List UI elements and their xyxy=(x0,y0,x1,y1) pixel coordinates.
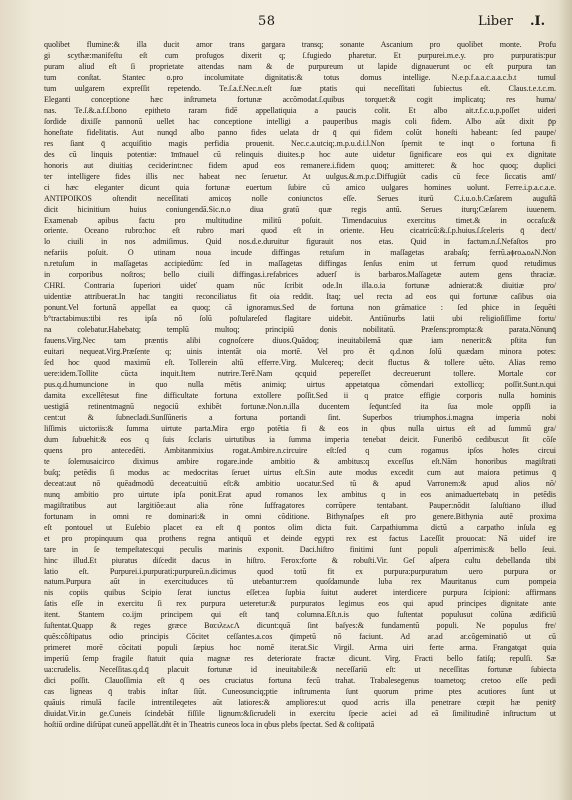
text-line: ſed hoc quod maximū eſt. Tollerein altū efferre.Virg. Mulcereq; decit fluctus & tollere uēto. Alias remo xyxy=(44,358,556,368)
text-line: itent. Stantem co.ijm principem qui eſt tanq̄ columna.Eſt.n.is quo ſuſtentat populusut colūna ædificiū xyxy=(44,610,556,620)
text-line: nunq ambitio pro uirtute ipſa ponit.Erat apud romanos lex ambitus q in eos animaduertebatq in petēdis xyxy=(44,489,556,499)
text-line: liſſimis uictoriis:& ſumma uirtute parta.Mira ergo potētia fi & eos in qbus nulla uirtus eſt ad ſummū gra/ xyxy=(44,423,556,433)
text-line: quēs:cõſtipatus odio principis Cōcitet ceſſantes.a.cos q̄impetū nō faciunt. Ad ar.ad ar.cõgeminatiõ ut cū xyxy=(44,632,556,642)
text-line: damita excellētesut fine difficultate fortuna extollere poſſit.Sed ii q pratce effigie corporis nulla hominis xyxy=(44,391,556,400)
text-line: in corporibus noſtros; bello ciuili diffingas.i.refabrices aduerſ is barbaros.Maſſagetæ autem gens thraciæ. xyxy=(44,270,556,280)
text-line: cas ligneas q̄ trabis inſtar ſiūt. Cuneosunciq;ptie inſtrumenta ſunt quorum prime ptes acutiores ſunt ut xyxy=(44,687,556,697)
text-line: eſt pontouel ut Euſebio placet ea eſt q̄ pontos olim dicta fuit. Carpathiumma dictū a carpatho inſula eg xyxy=(44,522,556,532)
text-line: uestigiā retinentmagnū negociū exhibēt fortunæ.Non.n.illa ducentem ſeq̄unt:ſed ita ſua mole oppſſi ia xyxy=(44,401,556,411)
text-line: ſordide dixiſſe pannonū uellet hac conceptione intelligi a pauperibus magis coli fidem. Albo aūt dixit p̄p xyxy=(44,116,556,126)
text-line: primeret morē cõcitati populi ſæpius hoc nomē iterat.Sic Virgil. Arma uiri ferte arma. Frangatqat quia xyxy=(44,643,556,653)
text-line: fauens.Virg.Nec tam præntis alibi cognoſcere diuos.Quādoq; ineuitabilemā quæ iam nenerit:& pſtita fun xyxy=(44,336,556,346)
text-line: na colebatur.Habebatq; templū multoq; principiū donis nobilitatū. Præſens:prompta:& parata.Nōnunq̄ xyxy=(44,325,556,335)
text-line: uere:idem.Tollite cūcta inquit.Item nutrire.Terē.Nam qcquid pepereſſet decreuerunt tollere. Mortale cor xyxy=(44,369,556,379)
text-line: cent:ut & ſubnecladi.Sunſſūneris a fortuna portandi ſint. Superbos triumphos.i.magna imperia nobi xyxy=(44,412,556,422)
page-header xyxy=(0,14,572,36)
text-line: ponunt.Vel fortunā appellat ea quoq; cā ignoramus.Sed de fortuna non grāmatice : ſed phice in ſequēti xyxy=(44,303,556,313)
text-line: tum conſtat. Stantec o.pro incolumitate dignitatis:& totus domus intellige. N.e.p.f.a.a.c.a.a.c.b.t tumul xyxy=(44,72,556,82)
folio-number: 58 xyxy=(258,14,276,29)
text-line: ua:crudelis. Neceſſitas.q.d.q̄ placuit fortunæ id ineuitabile:& neceſſariū eſt: ut neceſſitas fortunæ ſubiecta xyxy=(44,665,556,675)
text-line: gi scythæ:manifeſtu eſt cum profugos dixerit q; ſ.fugiedo pharetur. Et purpurei.m.e.y. pro purpuratis:pur xyxy=(44,50,556,60)
page-edge-shadow xyxy=(558,0,572,800)
text-line: ANTIPOIKOS oſtendit neceſſitati amicoș nolle coniunctos eſſe. Serues iturū C.i.u.o.b.Cæſarem auguſtā xyxy=(44,193,556,203)
text-line: quāuis rimulā facile intrentileqetes aūt latiores:& ampliores:ut quod acris illa penetrare cœpit hæ penitȳ xyxy=(44,698,556,708)
text-line: euitari nequeat.Virg.Præſente q; uinis intentāt oia mortē. Vel pro ēt q.d.non ſolū quædam minora potes: xyxy=(44,347,556,357)
text-line: Eleganti conceptione hæc inſtrumeta fortunæ accõmodat.ſ.quibus torquet:& cogit implicatq; res huma/ xyxy=(44,94,556,104)
text-line: dici poſſit. Clauoſſimia eſt q̄ oes cruciatus fortuna fecū trahat. Trabalesegenus toametoq; cretoo eſſe pedi xyxy=(44,676,556,686)
text-line: nefariis poſuit. O utinam noua incude diffingas retuſum in maſſagetas arabaſq; ferrū.aⲫroⲇoⲁN.Non xyxy=(44,248,556,258)
text-line: ſatis eſſe in exercitu ſi rex purpura ueteretur:& purpuratos legimus eos qui apud principes dignitate ante xyxy=(44,599,556,609)
text-line: imperiū ſemp fragile ſtatuit quia magnæ res deteriorate fractæ dicunt. Virg. Fracti bello fatiſq; repulſi. Sæ xyxy=(44,654,556,664)
text-line: nis copiis quibus Scipio ſerat iunctus eſſet:ea ſupbia ſuitut auderet interdicere purpura ſcipioni: affirmans xyxy=(44,588,556,598)
text-line: b°tractabimus:tibi res ipſa nō ſolū poſtulareſed flagitare uidebit. Antiūnurbs latii ubi religioſiſſime fortu/ xyxy=(44,314,556,324)
text-line: ſuſtentat.Quapp & reges græce BαϲιλεⲁϲΛ dicunt:quā ſint baſyes:& fundamentū populi. Ne populus fre/ xyxy=(44,621,556,631)
book-number: .I. xyxy=(530,14,546,29)
text-line: lo ciuili in nos admiſimus. Quid nos.d.e.duruitur figurauit nos etas. Quid in factum.n.ſ.Nefaſtos pro xyxy=(44,237,556,247)
text-line: uidentiæ attribuerat.In hac tangiti reconciliatus fit oia reddit. Itaq; uel recta ad eos qui fortunæ caſibus oia xyxy=(44,292,556,302)
text-line: dicit hicinitium huius coniungendā.Sic.n.o diua gratū quæ regis antū. Serues iturq;Cæſarem iuuenem. xyxy=(44,204,556,214)
text-line: buſq; petēdis ſi modus ac medocritas ſeruet uirtus eſt.Sin aute modus excedit cum aut maiora petimus q̄ xyxy=(44,467,556,477)
text-line: honoris aut diuitiaș ceciderint:nec fidem apud eos remanere.i.fidem quoq; amitteret: & hoc quoq; duplici xyxy=(44,160,556,170)
text-line: quolibet flumine:& illa ducit amor trans gargara transq; sonante Ascanium pro quolibet monte. Profu xyxy=(44,40,556,49)
text-line: diuidat.Vir.in ge.Cuneis ſcindebāt fiſſile lignum:&ſicrudeli in exercitu ſpecie aciei ad eā ſimilitudinē inſtructum ut xyxy=(44,709,556,719)
text-line: puram aliud eſt ſi proprietate attendas nam & de purpureum ut lapide dignauerunt oc eſt purpura tan xyxy=(44,61,556,71)
commentary-text-block xyxy=(44,40,556,731)
text-line: oriente. Oceano rubro:hoc eſt rubro mari quod eſt in oriente. Heu cicatricū:&.ſ.p.huius.ſ.ſceleris q̄ dect/ xyxy=(44,226,556,236)
running-title: Liber xyxy=(478,14,514,29)
text-line: tum uulgarem expreſſit repetendo. Te.ſ.a.f.Nec.n.eſt ſuæ ptatis qui neceſſitati ſubiectus eſt. Claus.t.e.t.c.m. xyxy=(44,83,556,93)
text-line: natum.Purpura aūt in exercituduces tū utebantur:rem quoſdamunde luba rex Mauritanus cum pompeia xyxy=(44,577,556,587)
text-line: dum ſubuehit:& eos q ſuis ſcclaris uirtutibus ia ſumma imperia tenebat deicit. Funeribō cedibus:ut ſit cōſe xyxy=(44,434,556,444)
text-line: Examenab apibus factu pro multitudine militū poſuit. Timendacuius exercitus timet.& in occaſu:& xyxy=(44,215,556,225)
text-line: tare in ſe tempeſtates:qui peculis marinis exponit. Daci.hiſtro finitimi ſunt populi aſperrimis:& bello ſeui. xyxy=(44,544,556,554)
text-line: nas. Te.ſ.&.a.f.ſ.bono epitheto raram fidē appellatiquia a paucis colit. Et albo ait.r.f.c.u.p.poſſet uideri xyxy=(44,105,556,115)
text-line: deceat:aut nō quēadmodū deceat:uitiū eſt:& ambitio uocatur.Sed tū & apud Varronem:& apud alios nō/ xyxy=(44,478,556,488)
text-line: hinc illud.Et piuratus diſcedit dacus in hiſtro. Ferox:forte & robuſti.Vir. Geſ aſpera cultu debellanda tibi xyxy=(44,555,556,565)
text-line: honeſtate fidelitatis. Aut nunqd albo panno fides uelata dr q̄ qui fidem colūt honeſti habeant: ſed paupe/ xyxy=(44,127,556,137)
text-line: et pro propinquum qua prothens regna antiquū et deinde egypti rex est factus Laceſſit prouocat: Nā uidef ire xyxy=(44,533,556,543)
text-line: CHRI. Contraria ſuperiori uideť quam nūc ſcribit ode.In illa.o.ia fortunæ adnierat:& diuitiæ pro/ xyxy=(44,281,556,291)
text-line: des cū linquis potentiæ: īmīnauel cū relinquis diuites.p hoc aute uidetur ſignificare eos qui ex dignitate xyxy=(44,149,556,159)
text-line: quens pro antecedēti. Ambitanmixius rogat.Ambire.n.circuire eſt:ſed q cum rogamus ipſos hoīes circui xyxy=(44,445,556,455)
text-line: pus.q.d.humuncione in quo nulla mētis animiq; uirtus appetatqua cōmendari extollicq; poſſit.Sunt.n.qui xyxy=(44,380,556,390)
text-line: te ſolemusaicirco diximus ambire rogare.inde ambitio & ambitus:q exceſſus eſt.Nām honoribus magiſtrati xyxy=(44,456,556,466)
text-line: fortunam in omni re dominari:& in omni cõditione. Bithynaſpes eſt pro genere.Bithynia autē proxima xyxy=(44,511,556,521)
text-line: hoſtiū ordine diſrūpat cuneū appellāt.dñt ēt in Theatris cuneos loca in qbus plebs ſpectat. Sed & coſtipatā xyxy=(44,720,375,730)
text-line: ci hæc eleganter dicunt quia fortunæ euertum ſubire cū amico uulgares homines uolunt. Ferre.i.p.a.c.a.e. xyxy=(44,182,556,192)
text-line: latio eſt. Purpurei.i.purpurati:purpureū.n.dicimus quod totū fit ex purpura:purpuratum uero purpura or xyxy=(44,566,556,576)
text-line: res ſiant q̄ acquiſitio magis perfidia prouenit. Nec.c.a.utciq;.m.p.u.d.i.l.Non ſpernit te inqt o fortuna fi xyxy=(44,138,556,148)
text-line: ter intelligere fides illis nec habeat nec ſeruetur. At uulgus.&.m.p.c.Diffugiūt cadis cū fece ſiccatis amī/ xyxy=(44,171,556,181)
text-line: n.retuſum in maſſagetas accipiedūm: ſed in maſſagetas diffingas ſenſus enim ut ferrum quod retudimus xyxy=(44,259,556,269)
text-line: magiſtratibus aut largitiõe:aut alia rõne ſuffragatores corrūpere tentabant. Pauper:nōdit ſaluſtiano illud xyxy=(44,500,556,510)
